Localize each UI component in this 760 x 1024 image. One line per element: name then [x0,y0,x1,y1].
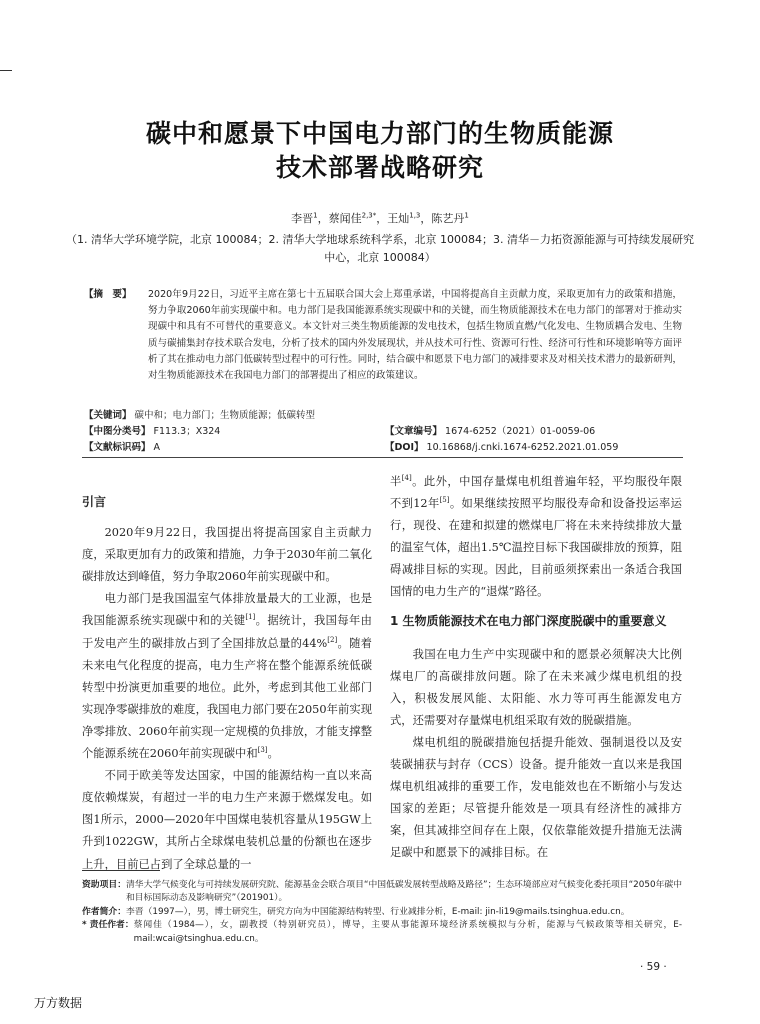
margin-mark [0,70,12,71]
left-column [82,491,372,876]
header-divider [82,457,683,458]
author-affiliation-mark: 2,3* [361,211,377,220]
citation-ref[interactable]: [1] [245,613,256,622]
doi-row [385,439,618,453]
author-affiliation-mark: 1,3 [409,211,421,220]
clc-label: 【中图分类号】 [84,426,151,437]
author-affiliation-mark: 1 [464,211,469,220]
author-name: 蔡闻佳 [328,212,362,225]
section-heading-1: 1 生物质能源技术在电力部门深度脱碳中的重要意义 [390,613,667,628]
doc-code-row [84,439,160,453]
author-separator: ， [420,212,432,225]
citation-ref[interactable]: [3] [257,746,268,755]
footnote-label: 作者简介： [82,906,126,917]
keywords-row [84,407,315,421]
text-run: 。 [267,747,279,761]
watermark-brand: 万方数据 [34,996,83,1010]
abstract-block [84,287,682,384]
text-run: 电力部门是我国温室气体排放量最大的工业源，也是我国能源系统实现碳中和的关键 [82,592,372,628]
page-number: · 59 · [640,961,667,973]
article-number-value: 1674-6252（2021）01-0059-06 [445,426,596,437]
text-run: 。随着未来电气化程度的提高，电力生产将在整个能源系统低碳转型中扮演更加重要的地位。此外，考虑到其他工业部门实现净零碳排放的难度，我国电力部门要在2050年前实现净零排放、2060年前实现一定规模的负排放，才能支撑整个能源系统在2060年前实现碳中和 [82,636,372,761]
citation-ref[interactable]: [2] [327,635,338,644]
paragraph: 我国在电力生产中实现碳中和的愿景必须解决大比例煤电厂的高碳排放问题。除了在未来减少煤电机组的投入，积极发展风能、太阳能、水力等可再生能源发电方式，还需要对存量煤电机组采取有效的脱碳措施。 [390,647,682,727]
clc-value: F113.3；X324 [153,426,221,437]
section-heading-intro: 引言 [82,495,107,509]
footnote-text: 清华大学气候变化与可持续发展研究院、能源基金会联合项目“中国低碳发展转型战略及路径”；生态环境部应对气候变化委托项目“2050年碳中和目标国际动态及影响研究”（201901）。 [126,880,682,904]
article-number-row [385,423,595,437]
text-run: 。据统计，我国每年由于发电产生的碳排放占到了全国排放总量的44% [82,614,372,650]
article-title-line-2: 技术部署战略研究 [275,153,484,182]
paragraph [390,471,682,604]
footnote-author [82,906,682,919]
text-run: 。此外，中国存量煤电机组普遍年轻，平均服役年限不到12年 [390,475,682,511]
paragraph: 不同于欧美等发达国家，中国的能源结构一直以来高度依赖煤炭，有超过一半的电力生产来源于燃煤发电。如图1所示，2000—2020年中国煤电装机容量从195GW上升到1022GW，其所占全球煤电装机总量的份额也在逐步上升，目前已占到了全球总量的一 [82,769,372,871]
author-separator: ， [376,212,388,225]
footnotes [82,879,682,946]
article-number-label: 【文章编号】 [385,426,443,437]
citation-ref[interactable]: [5] [439,496,450,505]
footnote-corresponding [82,919,682,946]
text-run: 。如果继续按照平均服役寿命和设备投运率运行，现役、在建和拟建的燃煤电厂将在未来持续排放大量的温室气体，超出1.5℃温控目标下我国碳排放的预算，阻碍减排目标的实现。因此，目前亟须探索出一条适合我国国情的电力生产的“退煤”路径。 [390,497,682,599]
text-run: 半 [390,475,402,488]
footnote-funding [82,879,682,906]
paragraph: 煤电机组的脱碳措施包括提升能效、强制退役以及安装碳捕获与封存（CCS）设备。提升能效一直以来是我国煤电机组减排的重要工作，发电能效也在不断缩小与发达国家的差距；尽管提升能效是一项具有经济性的减排方案，但其减排空间存在上限，仅依靠能效提升措施无法满足碳中和愿景下的减排目标。在 [390,735,682,860]
author-separator: ， [317,212,329,225]
article-title-line-1: 碳中和愿景下中国电力部门的生物质能源 [145,119,614,148]
paragraph: 2020年9月22日，我国提出将提高国家自主贡献力度，采取更加有力的政策和措施，力争于2030年前二氧化碳排放达到峰值，努力争取2060年前实现碳中和。 [82,526,372,584]
doi-value: 10.16868/j.cnki.1674-6252.2021.01.059 [426,442,619,453]
footnote-label: 资助项目： [82,880,126,890]
abstract-text: 2020年9月22日，习近平主席在第七十五届联合国大会上郑重承诺，中国将提高自主贡献力度，采取更加有力的政策和措施，努力争取2060年前实现碳中和。电力部门是我国能源系统实现碳中和的关键，而生物质能源技术在电力部门的部署对于推动实现碳中和具有不可替代的重要意义。本文针对三类生物质能源的发电技术，包括生物质直燃/气化发电、生物质耦合发电、生物质与碳捕集封存技术联合发电，分析了技术的国内外发展现状，并从技术可行性、资源可行性、经济可行性和环境影响等方面评析了其在推动电力部门低碳转型过程中的可行性。同时，结合碳中和愿景下电力部门的减排要求及对相关技术潜力的最新研判，对生物质能源技术在我国电力部门的部署提出了相应的政策建议。 [148,289,682,382]
footnote-text: 李晋（1997—），男，博士研究生，研究方向为中国能源结构转型、行业减排分析，E-mail: jin-li19@mails.tsinghua.edu.cn。 [126,906,630,917]
author-list [0,210,760,226]
paragraph [82,588,372,765]
footnote-text: 蔡闻佳（1984—），女，副教授（特别研究员），博导，主要从事能源环境经济系统模拟与分析，能源与气候政策等相关研究，E-mail:wcai@tsinghua.edu.cn。 [133,920,682,944]
affiliations: （1. 清华大学环境学院，北京 100084；2. 清华大学地球系统科学系，北京 100084；3. 清华－力拓资源能源与可持续发展研究中心，北京 100084） [66,233,694,264]
author-name: 李晋 [291,212,314,225]
author-name: 陈艺丹 [431,212,465,225]
doc-code-label: 【文献标识码】 [84,442,151,453]
right-column [390,471,682,865]
doc-code-value: A [153,442,161,453]
keywords-value: 碳中和；电力部门；生物质能源；低碳转型 [134,410,316,421]
author-affiliation-mark: 1 [313,211,318,220]
keywords-label: 【关键词】 [84,410,132,421]
doi-label: 【DOI】 [385,442,424,453]
citation-ref[interactable]: [4] [401,474,412,483]
abstract-label: 【摘 要】 [84,289,132,300]
footnote-label: * 责任作者： [82,920,134,931]
footnote-divider [82,870,160,871]
clc-row [84,423,220,437]
author-name: 王灿 [387,212,410,225]
